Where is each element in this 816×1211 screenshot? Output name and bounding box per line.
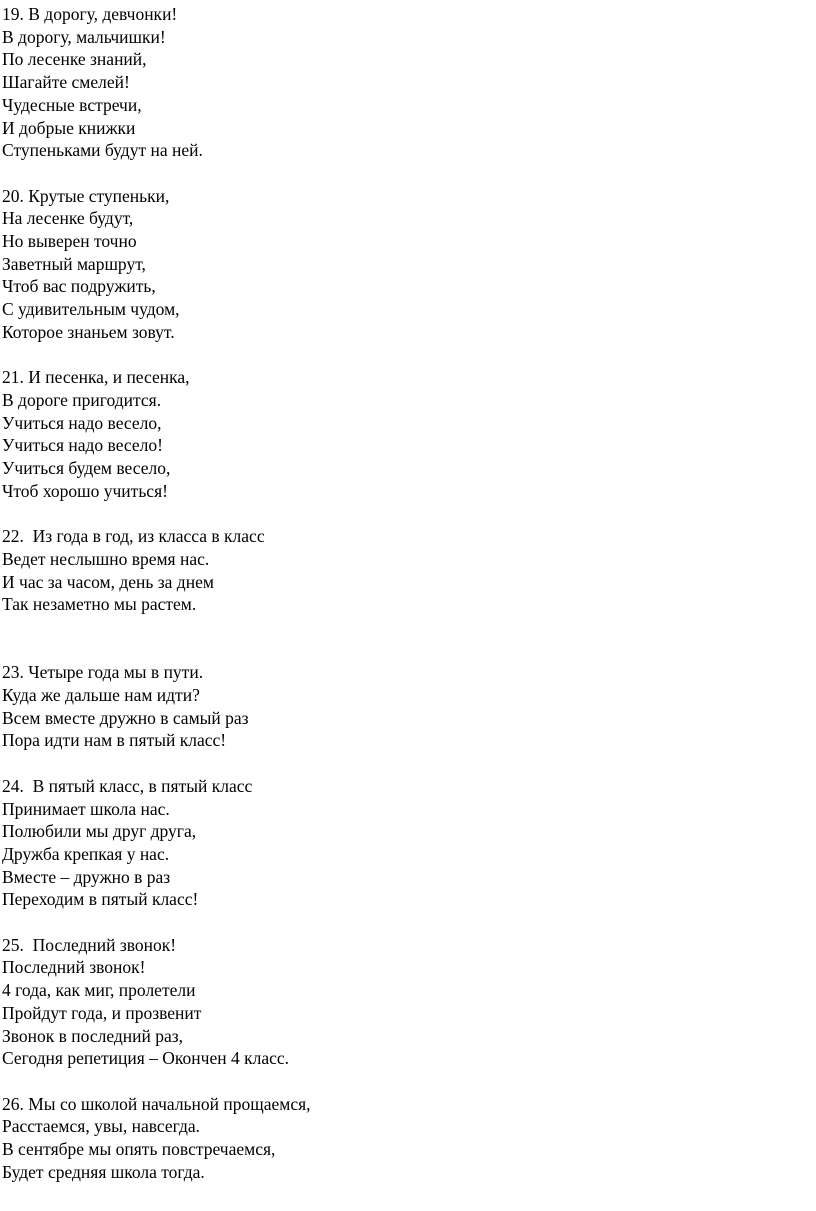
stanza-26 [2, 1093, 812, 1184]
stanza-19 [2, 3, 812, 162]
stanza-23 [2, 661, 812, 752]
stanza-spacer [2, 616, 812, 661]
poem-line: Дружба крепкая у нас. [2, 843, 170, 864]
poem-line: Ступеньками будут на ней. [2, 140, 203, 161]
poem-line: И час за часом, день за днем [2, 571, 214, 592]
poem-line: В дорогу, мальчишки! [2, 26, 166, 47]
poem-line: 20. Крутые ступеньки, [2, 185, 170, 206]
poem-line: Вместе – дружно в раз [2, 866, 171, 887]
stanza-spacer [2, 344, 812, 367]
poem-line: Чтоб хорошо учиться! [2, 480, 168, 501]
poem-line: С удивительным чудом, [2, 299, 180, 320]
poem-line: И добрые книжки [2, 117, 136, 138]
poem-line: Но выверен точно [2, 231, 137, 252]
poem-line: По лесенке знаний, [2, 49, 147, 70]
poem-line: Пройдут года, и прозвенит [2, 1002, 202, 1023]
poem-line: 23. Четыре года мы в пути. [2, 662, 204, 683]
poem-line: Ведет неслышно время нас. [2, 548, 210, 569]
stanza-spacer [2, 162, 812, 185]
poem-line: Расстаемся, увы, навсегда. [2, 1116, 200, 1137]
poem-line: Так незаметно мы растем. [2, 594, 197, 615]
poem-line: Принимает школа нас. [2, 798, 170, 819]
stanza-25 [2, 934, 812, 1070]
stanza-24 [2, 775, 812, 911]
poem-line: Заветный маршрут, [2, 253, 146, 274]
stanza-spacer [2, 752, 812, 775]
poem-line: 21. И песенка, и песенка, [2, 367, 190, 388]
poem-line: Переходим в пятый класс! [2, 889, 199, 910]
poem-line: Шагайте смелей! [2, 72, 130, 93]
poem-line: 19. В дорогу, девчонки! [2, 4, 178, 24]
stanza-spacer [2, 911, 812, 934]
stanza-22 [2, 525, 812, 616]
poem-line: 22. Из года в год, из класса в класс [2, 526, 265, 547]
poem-line: Будет средняя школа тогда. [2, 1161, 205, 1182]
poem-line: На лесенке будут, [2, 208, 134, 229]
poem-line: Учиться надо весело, [2, 412, 162, 433]
poem-line: Которое знаньем зовут. [2, 321, 175, 342]
poem-line: 25. Последний звонок! [2, 934, 177, 955]
poem-line: В сентябре мы опять повстречаемся, [2, 1139, 276, 1160]
poem-line: 24. В пятый класс, в пятый класс [2, 775, 253, 796]
poem-line: Чтоб вас подружить, [2, 276, 156, 297]
document-page [2, 3, 812, 1183]
poem-line: Куда же дальше нам идти? [2, 685, 200, 706]
poem-line: Всем вместе дружно в самый раз [2, 707, 249, 728]
poem-line: 26. Мы со школой начальной прощаемся, [2, 1093, 311, 1114]
poem-line: Последний звонок! [2, 957, 146, 978]
poem-line: Звонок в последний раз, [2, 1025, 184, 1046]
poem-line: В дороге пригодится. [2, 389, 162, 410]
poem-line: Чудесные встречи, [2, 94, 142, 115]
poem-line: 4 года, как миг, пролетели [2, 980, 196, 1001]
poem-line: Учиться будем весело, [2, 458, 171, 479]
poem-line: Сегодня репетиция – Окончен 4 класс. [2, 1048, 289, 1069]
poem-line: Полюбили мы друг друга, [2, 821, 197, 842]
stanza-21 [2, 366, 812, 502]
stanza-20 [2, 185, 812, 344]
stanza-spacer [2, 1070, 812, 1093]
poem-line: Пора идти нам в пятый класс! [2, 730, 227, 751]
stanza-spacer [2, 502, 812, 525]
poem-line: Учиться надо весело! [2, 435, 163, 456]
